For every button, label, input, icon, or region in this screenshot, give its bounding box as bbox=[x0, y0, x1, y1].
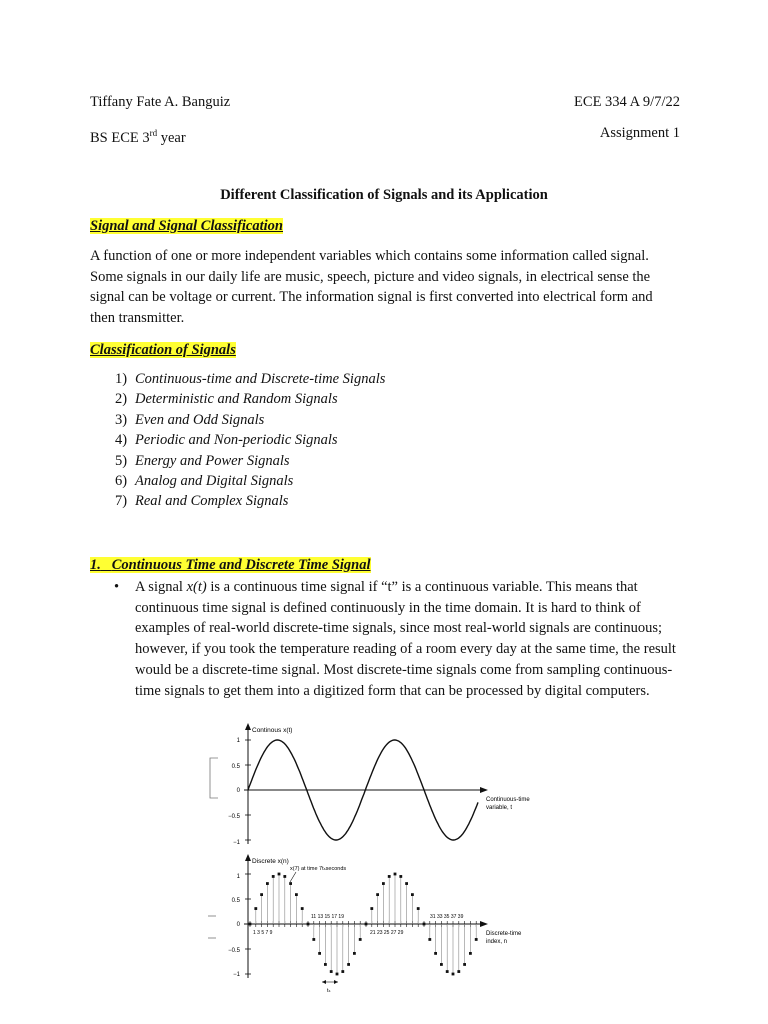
list-item: 3) Even and Odd Signals bbox=[115, 411, 265, 428]
sample-point bbox=[266, 882, 269, 885]
y-tick-label: −1 bbox=[233, 972, 240, 978]
course-date: ECE 334 A 9/7/22 bbox=[574, 94, 680, 110]
sample-point bbox=[446, 970, 449, 973]
sample-point bbox=[423, 923, 426, 926]
sample-point bbox=[365, 923, 368, 926]
sample-point bbox=[295, 893, 298, 896]
sample-point bbox=[405, 882, 408, 885]
bullet-icon: • bbox=[114, 579, 120, 595]
signal-definition-paragraph: A function of one or more independent variables which contains some information called signal. Some signals in our daily life are music, speech, picture and video signals, in electrical sense the signal can be voltage or current. The information signal is first converted into electrical form and then transmitter. bbox=[90, 248, 653, 327]
index-labels-below-left: 1 3 5 7 9 bbox=[253, 930, 273, 936]
sample-point bbox=[434, 952, 437, 955]
y-tick-label: −0.5 bbox=[228, 948, 240, 954]
list-item: 6) Analog and Digital Signals bbox=[115, 473, 294, 490]
sample-point bbox=[301, 907, 304, 910]
sample-point bbox=[318, 952, 321, 955]
list-item: 4) Periodic and Non-periodic Signals bbox=[115, 432, 338, 449]
section-heading-classification: Classification of Signals bbox=[90, 342, 236, 358]
sample-point bbox=[336, 973, 339, 976]
y-tick-label: 0 bbox=[236, 922, 240, 928]
sample-point bbox=[475, 938, 478, 941]
sample-point bbox=[399, 875, 402, 878]
sample-point bbox=[260, 893, 263, 896]
sample-point bbox=[382, 882, 385, 885]
sample-point bbox=[347, 963, 350, 966]
sample-point bbox=[370, 907, 373, 910]
discrete-y-label: Discrete x(n) bbox=[252, 858, 289, 865]
sample-point bbox=[411, 893, 414, 896]
y-tick-label: 0.5 bbox=[231, 764, 240, 770]
y-tick-label: −0.5 bbox=[228, 814, 240, 820]
annotation-pointer bbox=[290, 872, 296, 882]
sample-point bbox=[452, 973, 455, 976]
continuous-plot bbox=[210, 723, 530, 846]
sample-point bbox=[289, 882, 292, 885]
sample-point bbox=[457, 970, 460, 973]
sample-point bbox=[324, 963, 327, 966]
sample-point bbox=[469, 952, 472, 955]
continuous-x-label-2: variable, t bbox=[486, 805, 513, 811]
program-year: BS ECE 3rd year bbox=[90, 128, 186, 146]
assignment-label: Assignment 1 bbox=[599, 125, 680, 141]
sample-point bbox=[376, 893, 379, 896]
sample-point bbox=[440, 963, 443, 966]
sample-point bbox=[312, 938, 315, 941]
y-tick-label: 0.5 bbox=[231, 898, 240, 904]
y-tick-label: −1 bbox=[233, 840, 240, 846]
sample-point bbox=[394, 873, 397, 876]
author-name: Tiffany Fate A. Banguiz bbox=[90, 94, 231, 110]
discrete-x-label-1: Discrete-time bbox=[486, 931, 522, 937]
discrete-y-arrow bbox=[245, 854, 251, 861]
index-labels-above-mid: 11 13 15 17 19 bbox=[311, 914, 344, 920]
sample-point bbox=[272, 875, 275, 878]
continuous-x-label-1: Continuous-time bbox=[486, 797, 530, 803]
y-tick-label: 1 bbox=[236, 738, 240, 744]
document-title: Different Classification of Signals and its Application bbox=[220, 187, 548, 203]
sample-point bbox=[330, 970, 333, 973]
discrete-x-arrow bbox=[480, 921, 488, 927]
continuous-y-label: Continous x(t) bbox=[252, 727, 293, 734]
section-heading-continuous-discrete: 1. Continuous Time and Discrete Time Signal bbox=[90, 557, 371, 573]
sample-point bbox=[341, 970, 344, 973]
list-item: 5) Energy and Power Signals bbox=[115, 452, 290, 469]
continuous-signal-paragraph: • A signal x(t) is a continuous time signal if “t” is a continuous variable. This means that continuous time signal is defined continuously in the time domain. It is hard to think of examples of real-world discrete-time signals, since most real-world signals are continuous; however, if you took the temperature reading of a room every day at the same time, the result would be a discrete-time signal. Most discrete-time signals come from sampling continuous-time signals to get them into a digitized form that can be processed by digital computers. bbox=[114, 579, 676, 699]
sample-point bbox=[353, 952, 356, 955]
y-tick-label: 0 bbox=[236, 788, 240, 794]
signal-figure bbox=[200, 720, 560, 1020]
classification-list bbox=[90, 369, 385, 512]
continuous-y-arrow bbox=[245, 723, 251, 730]
sample-point bbox=[417, 907, 420, 910]
list-item: 7) Real and Complex Signals bbox=[115, 493, 289, 510]
sample-point bbox=[278, 873, 281, 876]
section-heading-signal: Signal and Signal Classification bbox=[90, 218, 283, 234]
sample-point bbox=[463, 963, 466, 966]
discrete-plot bbox=[208, 854, 522, 994]
sample-point bbox=[254, 907, 257, 910]
sample-point bbox=[359, 938, 362, 941]
sample-point bbox=[249, 923, 252, 926]
sample-point bbox=[307, 923, 310, 926]
side-bracket bbox=[210, 758, 218, 798]
sample-point bbox=[283, 875, 286, 878]
index-labels-above-right: 31 33 35 37 39 bbox=[430, 914, 464, 920]
y-tick-label: 1 bbox=[236, 874, 240, 880]
discrete-x-label-2: index, n bbox=[486, 939, 508, 945]
sample-point bbox=[428, 938, 431, 941]
continuous-x-arrow bbox=[480, 787, 488, 793]
ts-label: tₛ bbox=[327, 988, 331, 994]
list-item: 2) Deterministic and Random Signals bbox=[115, 391, 338, 408]
index-labels-below-mid: 21 23 25 27 29 bbox=[370, 930, 404, 936]
discrete-annotation: x(7) at time 7tₛseconds bbox=[290, 866, 347, 872]
list-item: 1) Continuous-time and Discrete-time Signals bbox=[115, 371, 386, 387]
sample-point bbox=[388, 875, 391, 878]
